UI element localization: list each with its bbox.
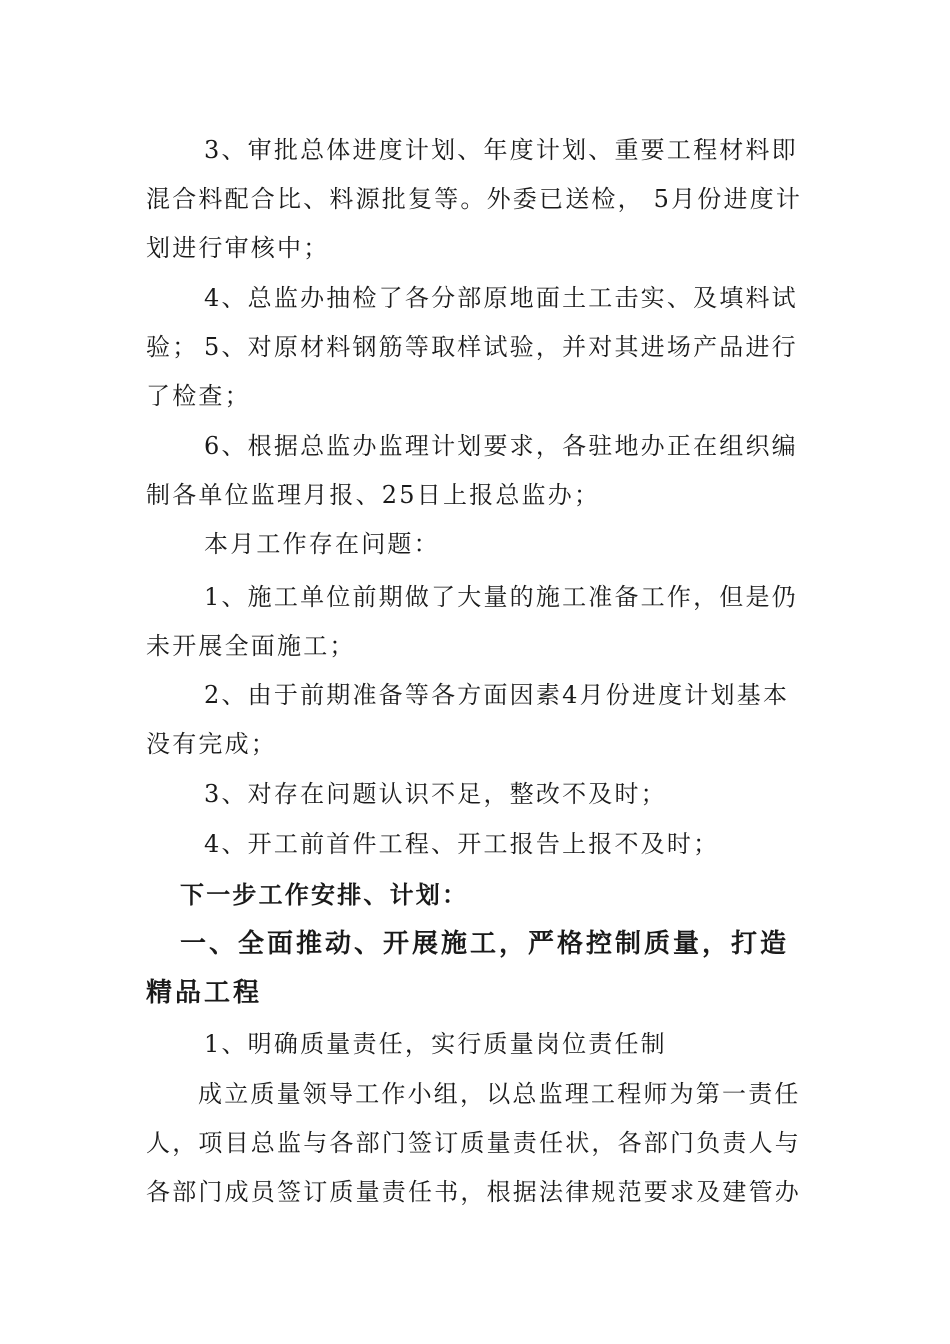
paragraph-quality-team: 成立质量领导工作小组，以总监理工程师为第一责任人，项目总监与各部门签订质量责任状，各部门负责人与各部门成员签订质量责任书，根据法律规范要求及建管办 <box>146 1080 801 1206</box>
paragraph-approval-schedule: 3、审批总体进度计划、年度计划、重要工程材料即混合料配合比、料源批复等。外委已送检， 5月份进度计划进行审核中； <box>146 136 803 262</box>
paragraph-issue-2: 2、由于前期准备等各方面因素4月份进度计划基本没有完成； <box>146 681 790 758</box>
subsection-quality-responsibility: 1、明确质量责任，实行质量岗位责任制 <box>204 1030 667 1058</box>
paragraph-material-sampling: 5、对原材料钢筋等取样试验，并对其进场产品进行了检查； <box>146 333 798 410</box>
paragraph-issue-1: 1、施工单位前期做了大量的施工准备工作，但是仍未开展全面施工； <box>146 583 798 660</box>
paragraph-issue-4: 4、开工前首件工程、开工报告上报不及时； <box>204 830 720 858</box>
section-heading-quality: 一、全面推动、开展施工，严格控制质量，打造精品工程 <box>146 929 790 1008</box>
next-steps-heading: 下一步工作安排、计划： <box>180 880 469 909</box>
paragraph-spot-check: 4、总监办抽检了各分部原地面土工击实、及填料试验； <box>146 284 798 361</box>
paragraph-monthly-report: 6、根据总监办监理计划要求，各驻地办正在组织编制各单位监理月报、25日上报总监办； <box>146 432 798 509</box>
paragraph-issues-heading: 本月工作存在问题： <box>204 530 440 558</box>
paragraph-issue-3: 3、对存在问题认识不足，整改不及时； <box>204 780 667 808</box>
